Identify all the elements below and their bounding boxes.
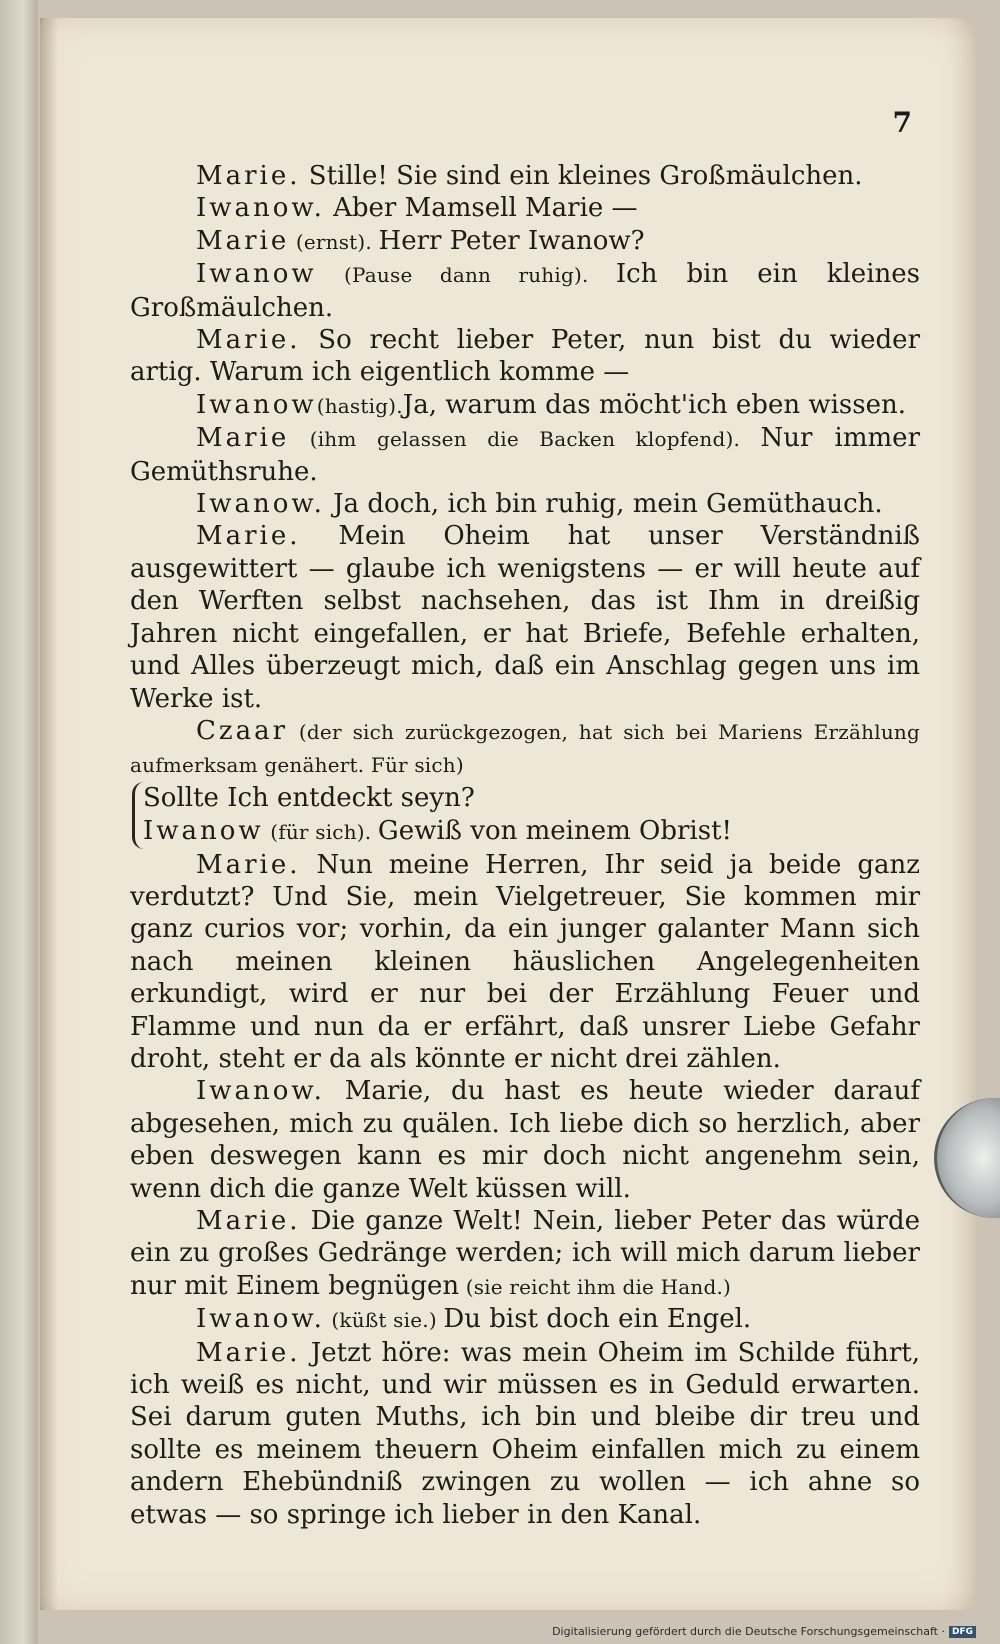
speaker-name: Iwanow. xyxy=(196,1076,325,1107)
dialogue-part-after-aside xyxy=(130,849,920,1532)
dialogue-paragraph xyxy=(130,422,920,488)
credit-text: Digitalisierung gefördert durch die Deutsche Forschungsgemeinschaft · xyxy=(552,1625,945,1638)
adjacent-page-edge xyxy=(0,0,38,1644)
speaker-name: Iwanow xyxy=(196,259,317,290)
spoken-line: Ich bin ein kleines Großmäulchen. xyxy=(130,259,920,323)
stage-direction: (sie reicht ihm die Hand.) xyxy=(459,1274,732,1299)
dialogue-paragraph xyxy=(130,192,920,224)
dialogue-paragraph xyxy=(143,782,920,815)
stage-direction: (ihm gelassen die Backen klopfend). xyxy=(289,427,761,452)
dialogue-part-before-aside xyxy=(130,160,920,782)
speaker-name: Marie xyxy=(196,423,290,454)
spoken-line: Sollte Ich entdeckt seyn? xyxy=(143,782,475,813)
spoken-line: Stille! Sie sind ein kleines Großmäulchen. xyxy=(300,161,863,191)
dialogue-paragraph xyxy=(130,225,920,258)
dialogue-paragraph xyxy=(130,1205,920,1303)
dialogue-paragraph xyxy=(130,715,920,782)
stage-direction: (Pause dann ruhig). xyxy=(316,263,616,288)
stage-direction: (hastig). xyxy=(316,393,403,418)
spoken-line: Mein Oheim hat unser Verständniß ausgewittert — glaube ich wenigstens — er will heute auf den Werften selbst nachsehen, das ist Ihm in dreißig Jahren nicht eingefallen, er hat Briefe, Befehle erhalten, und Alles überzeugt mich, daß ein Anschlag gegen uns im Werke ist. xyxy=(130,521,920,714)
speaker-name: Marie. xyxy=(196,521,301,552)
spoken-line: So recht lieber Peter, nun bist du wieder artig. Warum ich eigentlich komme — xyxy=(130,325,920,388)
stage-direction: (für sich). xyxy=(263,820,378,845)
speaker-name: Iwanow. xyxy=(196,193,325,224)
digitization-credit xyxy=(552,1625,976,1638)
dialogue-paragraph xyxy=(130,160,920,192)
dialogue-paragraph xyxy=(130,1075,920,1205)
dialogue-paragraph xyxy=(130,324,920,389)
speaker-name: Marie. xyxy=(196,1206,301,1236)
speaker-name: Marie. xyxy=(196,1337,301,1368)
dialogue-paragraph xyxy=(130,488,920,520)
speaker-name: Iwanow xyxy=(143,816,264,847)
spoken-line: Jetzt höre: was mein Oheim im Schilde führt, ich weiß es nicht, und wir müssen es in Geduld erwarten. Sei darum guten Muths, ich bin und bleibe dir treu und sollte es meinem theuern Oheim einfallen mich zu einem andern Ehebündniß zwingen zu wollen — ich ahne so etwas — so springe ich lieber in den Kanal. xyxy=(130,1337,920,1530)
spoken-line: Ja, warum das möcht'ich eben wissen. xyxy=(402,389,906,420)
stage-direction: (küßt sie.) xyxy=(324,1308,444,1333)
spoken-line: Nur immer Gemüthsruhe. xyxy=(130,423,920,487)
speaker-name: Iwanow. xyxy=(196,1304,325,1335)
speaker-name: Marie. xyxy=(196,325,301,356)
page-number: 7 xyxy=(892,106,912,139)
dialogue-paragraph xyxy=(130,389,920,422)
dialogue-paragraph xyxy=(130,258,920,324)
spoken-line: Nun meine Herren, Ihr seid ja beide ganz verdutzt? Und Sie, mein Vielgetreuer, Sie kommen mir ganz curios vor; vorhin, da ein junger galanter Mann sich nach meinen kleinen häuslichen Angelegenheiten erkundigt, wird er nur bei der Erzählung Feuer und Flamme und nun da er erfährt, daß unsrer Liebe Gefahr droht, steht er da als könnte er nicht drei zählen. xyxy=(130,849,920,1074)
dialogue-paragraph xyxy=(130,1303,920,1336)
spoken-line: Die ganze Welt! Nein, lieber Peter das würde ein zu großes Gedränge werden; ich will mich darum lieber nur mit Einem begnügen xyxy=(130,1206,920,1301)
stage-direction: (der sich zurückgezogen, hat sich bei Mariens Erzählung aufmerksam genähert. Für sich) xyxy=(130,719,920,778)
dialogue-paragraph xyxy=(143,815,920,848)
speaker-name: Marie. xyxy=(196,161,301,191)
speaker-name: Iwanow xyxy=(196,389,317,420)
speaker-name: Marie. xyxy=(196,849,301,880)
dialogue-text xyxy=(130,160,920,1531)
spoken-line: Gewiß von meinem Obrist! xyxy=(377,816,732,847)
spoken-line: Marie, du hast es heute wieder darauf abgesehen, mich zu quälen. Ich liebe dich so herzlich, aber eben deswegen kann es mir doch nicht angenehm sein, wenn dich die ganze Welt küssen will. xyxy=(130,1076,920,1204)
stage-direction: (ernst). xyxy=(289,229,379,254)
aside-bracket-group xyxy=(132,782,920,849)
dialogue-paragraph xyxy=(130,1337,920,1531)
speaker-name: Czaar xyxy=(196,715,289,746)
dfg-logo-badge: DFG xyxy=(949,1626,976,1638)
page-gutter-shadow xyxy=(40,18,58,1610)
dialogue-paragraph xyxy=(130,520,920,714)
speaker-name: Iwanow. xyxy=(196,489,325,520)
spoken-line: Aber Mamsell Marie — xyxy=(324,193,638,224)
spoken-line: Du bist doch ein Engel. xyxy=(443,1304,752,1335)
speaker-name: Marie xyxy=(196,225,290,256)
dialogue-paragraph xyxy=(130,849,920,1076)
spoken-line: Herr Peter Iwanow? xyxy=(378,225,645,256)
spoken-line: Ja doch, ich bin ruhig, mein Gemüthauch. xyxy=(324,489,883,520)
